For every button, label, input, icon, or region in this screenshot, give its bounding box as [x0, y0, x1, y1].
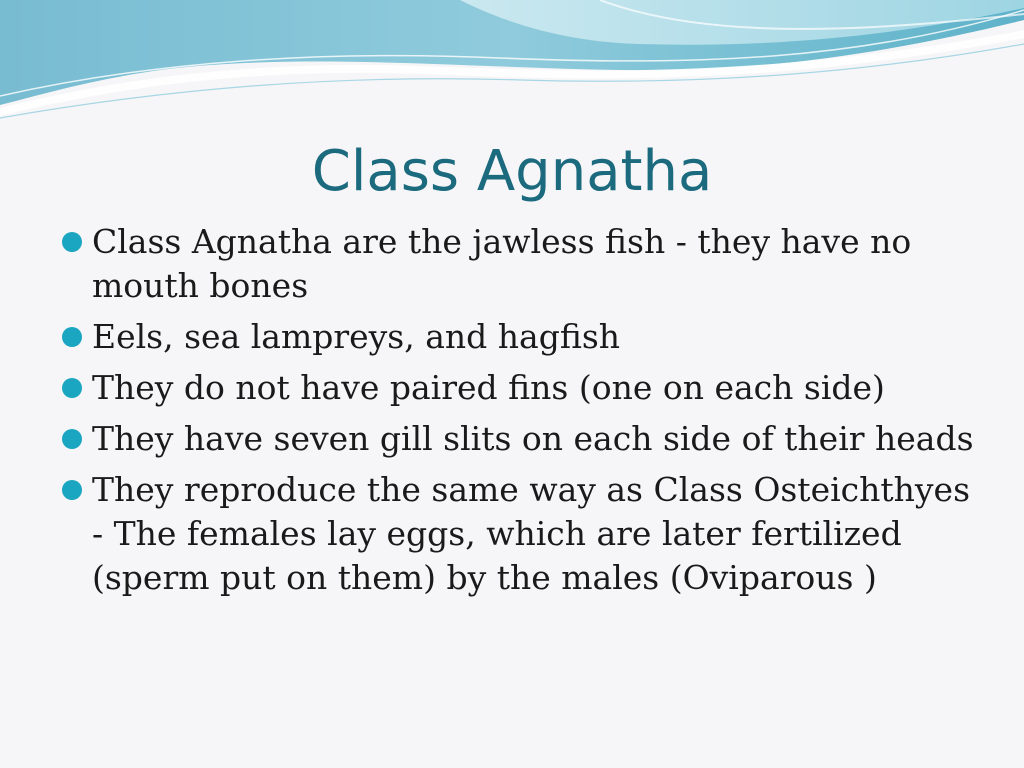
bullet-dot-icon: [62, 378, 82, 398]
bullet-text: They have seven gill slits on each side of their heads: [92, 419, 974, 458]
bullet-item: [60, 315, 980, 359]
bullet-text: Class Agnatha are the jawless fish - they have no mouth bones: [92, 222, 912, 305]
slide-title: Class Agnatha: [311, 139, 713, 204]
bullet-item: [60, 468, 980, 600]
bullet-text: They reproduce the same way as Class Osteichthyes - The females lay eggs, which are later fertilized (sperm put on them) by the males (Oviparous ): [92, 470, 971, 597]
bullet-list: [60, 220, 980, 607]
bullet-dot-icon: [62, 429, 82, 449]
bullet-text: Eels, sea lampreys, and hagfish: [92, 317, 621, 356]
bullet-text: They do not have paired fins (one on each side): [92, 368, 885, 407]
bullet-dot-icon: [62, 232, 82, 252]
bullet-item: [60, 220, 980, 308]
wave-decoration: [0, 0, 1024, 130]
bullet-dot-icon: [62, 480, 82, 500]
bullet-item: [60, 366, 980, 410]
bullet-item: [60, 417, 980, 461]
bullet-dot-icon: [62, 327, 82, 347]
